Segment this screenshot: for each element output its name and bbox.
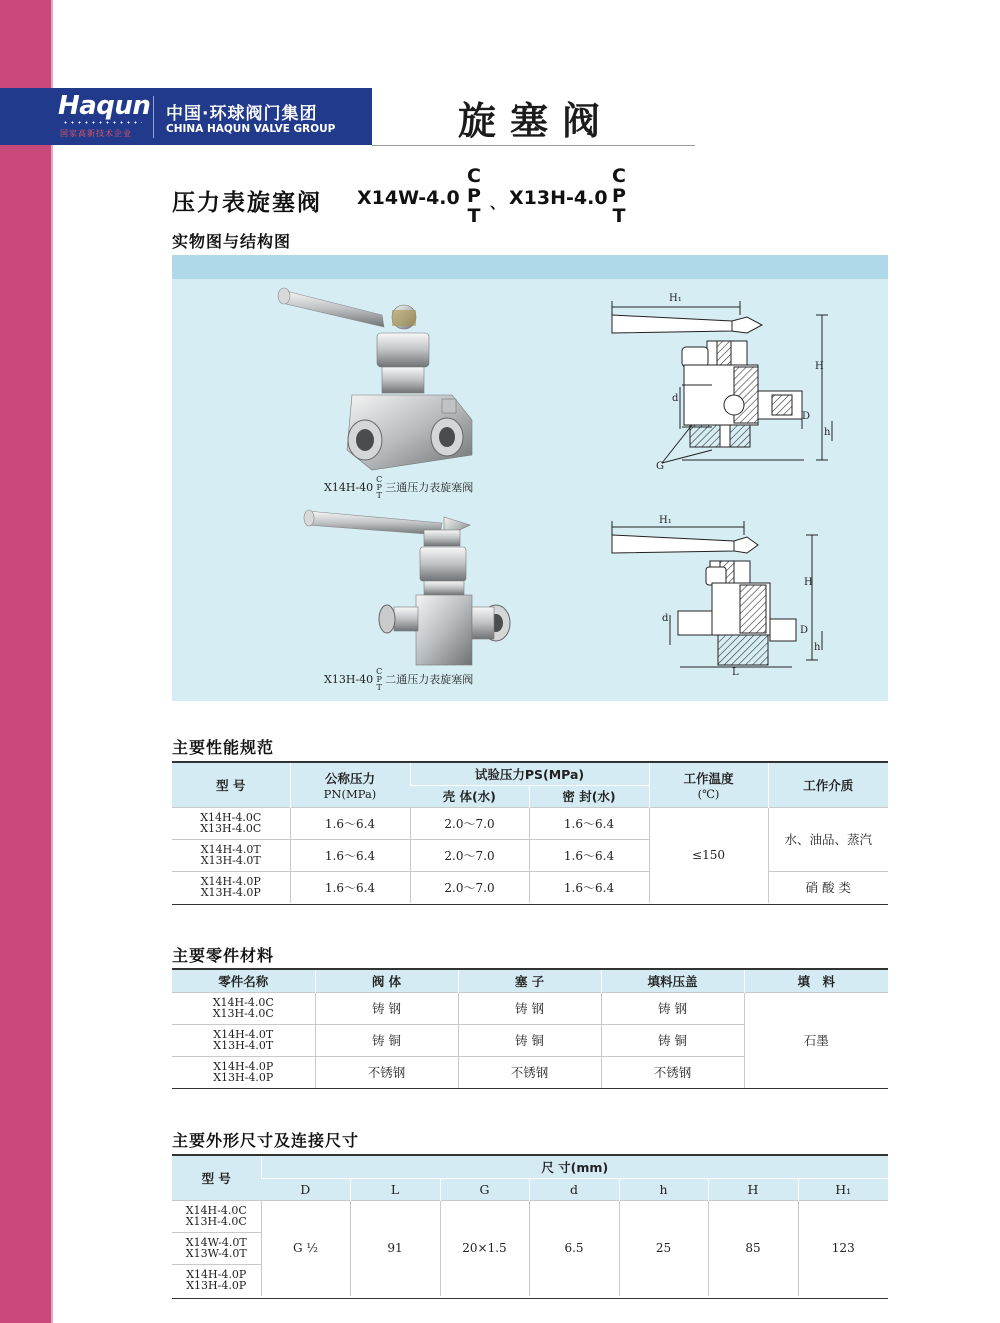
body-cell: 不锈钢	[315, 1056, 458, 1088]
gland-cell: 铸 铜	[601, 1024, 744, 1056]
medium-cell-b: 硝 酸 类	[768, 871, 888, 903]
model-cell: X14H-4.0P X13H-4.0P	[172, 1264, 261, 1296]
body-cell: 铸 铜	[315, 1024, 458, 1056]
gland-cell: 铸 钢	[601, 992, 744, 1024]
header-model: 型 号	[172, 1156, 261, 1200]
header-seal: 密 封(水)	[529, 785, 649, 807]
header-H: H	[708, 1178, 798, 1200]
header-temp: 工作温度 (℃)	[649, 763, 768, 807]
value-G: 20×1.5	[440, 1200, 529, 1296]
two-way-valve-photo	[304, 510, 510, 665]
plug-cell: 不锈钢	[458, 1056, 601, 1088]
svg-text:D: D	[800, 625, 809, 636]
three-way-caption: X14H-40 C P T 三通压力表旋塞阀	[324, 475, 474, 500]
body-cell: 铸 钢	[315, 992, 458, 1024]
dimensions-rule-bottom	[172, 1298, 888, 1299]
svg-text:d: d	[672, 393, 679, 404]
table-row	[172, 1200, 888, 1232]
logo-dots	[62, 121, 142, 124]
table-row	[172, 992, 888, 1024]
dimensions-table	[172, 1156, 888, 1296]
valve-figures	[172, 255, 888, 701]
plug-cell: 铸 铜	[458, 1024, 601, 1056]
three-way-valve-photo	[278, 288, 472, 470]
model-cell: X14H-4.0P X13H-4.0P	[172, 871, 290, 903]
pn-cell: 1.6～6.4	[290, 839, 410, 871]
header-test-pressure: 试验压力PS(MPa)	[410, 763, 649, 785]
shell-cell: 2.0～7.0	[410, 807, 529, 839]
gland-cell: 不锈钢	[601, 1056, 744, 1088]
materials-table	[172, 970, 888, 1088]
header-packing: 填 料	[744, 970, 888, 992]
table-row	[172, 871, 888, 903]
logo-tagline: 国家高新技术企业	[60, 129, 132, 138]
svg-text:D: D	[802, 411, 811, 422]
header-d: d	[529, 1178, 619, 1200]
header-part: 零件名称	[172, 970, 315, 992]
shell-cell: 2.0～7.0	[410, 839, 529, 871]
header-pn: 公称压力 PN(MPa)	[290, 763, 410, 807]
materials-heading: 主要零件材料	[172, 946, 275, 965]
value-D: G ½	[261, 1200, 350, 1296]
materials-rule-bottom	[172, 1088, 888, 1089]
header-G: G	[440, 1178, 529, 1200]
header-H1: H₁	[798, 1178, 888, 1200]
value-H: 85	[708, 1200, 798, 1296]
header-size: 尺 寸(mm)	[261, 1156, 888, 1178]
page-title: 旋塞阀	[458, 98, 615, 143]
header-L: L	[350, 1178, 440, 1200]
model-cell: X14H-4.0C X13H-4.0C	[172, 1200, 261, 1232]
dimensions-heading: 主要外形尺寸及连接尺寸	[172, 1131, 360, 1150]
header-model: 型 号	[172, 763, 290, 807]
seal-cell: 1.6～6.4	[529, 807, 649, 839]
model-cell: X14H-4.0C X13H-4.0C	[172, 807, 290, 839]
model-b: X13H-4.0	[509, 187, 608, 209]
svg-text:h: h	[814, 642, 821, 653]
seal-cell: 1.6～6.4	[529, 839, 649, 871]
two-way-section-drawing	[612, 521, 822, 667]
model-cell: X14H-4.0C X13H-4.0C	[172, 992, 315, 1024]
svg-text:d: d	[662, 613, 669, 624]
model-b-variants: C P T	[612, 165, 626, 227]
header-medium: 工作介质	[768, 763, 888, 807]
side-band	[0, 0, 51, 1323]
svg-text:H: H	[804, 577, 813, 588]
three-way-caption-variants: C P T	[376, 475, 383, 500]
value-h: 25	[619, 1200, 708, 1296]
three-way-section-drawing	[612, 301, 832, 463]
shell-cell: 2.0～7.0	[410, 871, 529, 903]
company-name-en: CHINA HAQUN VALVE GROUP	[166, 123, 336, 135]
value-L: 91	[350, 1200, 440, 1296]
header-shell: 壳 体(水)	[410, 785, 529, 807]
two-way-caption: X13H-40 C P T 二通压力表旋塞阀	[324, 667, 474, 692]
model-a: X14W-4.0	[357, 187, 460, 209]
svg-text:G: G	[656, 461, 664, 472]
header-D: D	[261, 1178, 350, 1200]
plug-cell: 铸 钢	[458, 992, 601, 1024]
header-body: 阀 体	[315, 970, 458, 992]
model-cell: X14W-4.0T X13W-4.0T	[172, 1232, 261, 1264]
model-cell: X14H-4.0P X13H-4.0P	[172, 1056, 315, 1088]
value-H1: 123	[798, 1200, 888, 1296]
model-separator: 、	[490, 194, 506, 212]
figure-heading: 实物图与结构图	[172, 232, 292, 251]
title-rule	[372, 145, 695, 146]
performance-table	[172, 763, 888, 903]
model-cell: X14H-4.0T X13H-4.0T	[172, 839, 290, 871]
temp-cell: ≤150	[649, 807, 768, 903]
model-cell: X14H-4.0T X13H-4.0T	[172, 1024, 315, 1056]
packing-cell: 石墨	[744, 992, 888, 1088]
table-row	[172, 807, 888, 839]
two-way-caption-variants: C P T	[376, 667, 383, 692]
svg-text:H₁: H₁	[669, 293, 682, 304]
header-gland: 填料压盖	[601, 970, 744, 992]
value-d: 6.5	[529, 1200, 619, 1296]
product-title: 压力表旋塞阀	[172, 190, 322, 216]
pn-cell: 1.6～6.4	[290, 871, 410, 903]
logo-divider	[153, 96, 154, 138]
seal-cell: 1.6～6.4	[529, 871, 649, 903]
medium-cell-a: 水、油品、蒸汽	[768, 807, 888, 871]
header-plug: 塞 子	[458, 970, 601, 992]
performance-rule-bottom	[172, 904, 888, 905]
side-band-edge	[51, 0, 53, 1323]
performance-heading: 主要性能规范	[172, 738, 275, 757]
header-h: h	[619, 1178, 708, 1200]
svg-text:L: L	[732, 667, 739, 678]
svg-text:H: H	[815, 361, 824, 372]
svg-text:H₁: H₁	[659, 515, 672, 526]
pn-cell: 1.6～6.4	[290, 807, 410, 839]
haqun-logo: Haqun	[58, 91, 151, 121]
model-a-variants: C P T	[467, 165, 481, 227]
svg-text:h: h	[824, 427, 831, 438]
company-name-cn: 中国·环球阀门集团	[166, 104, 318, 124]
